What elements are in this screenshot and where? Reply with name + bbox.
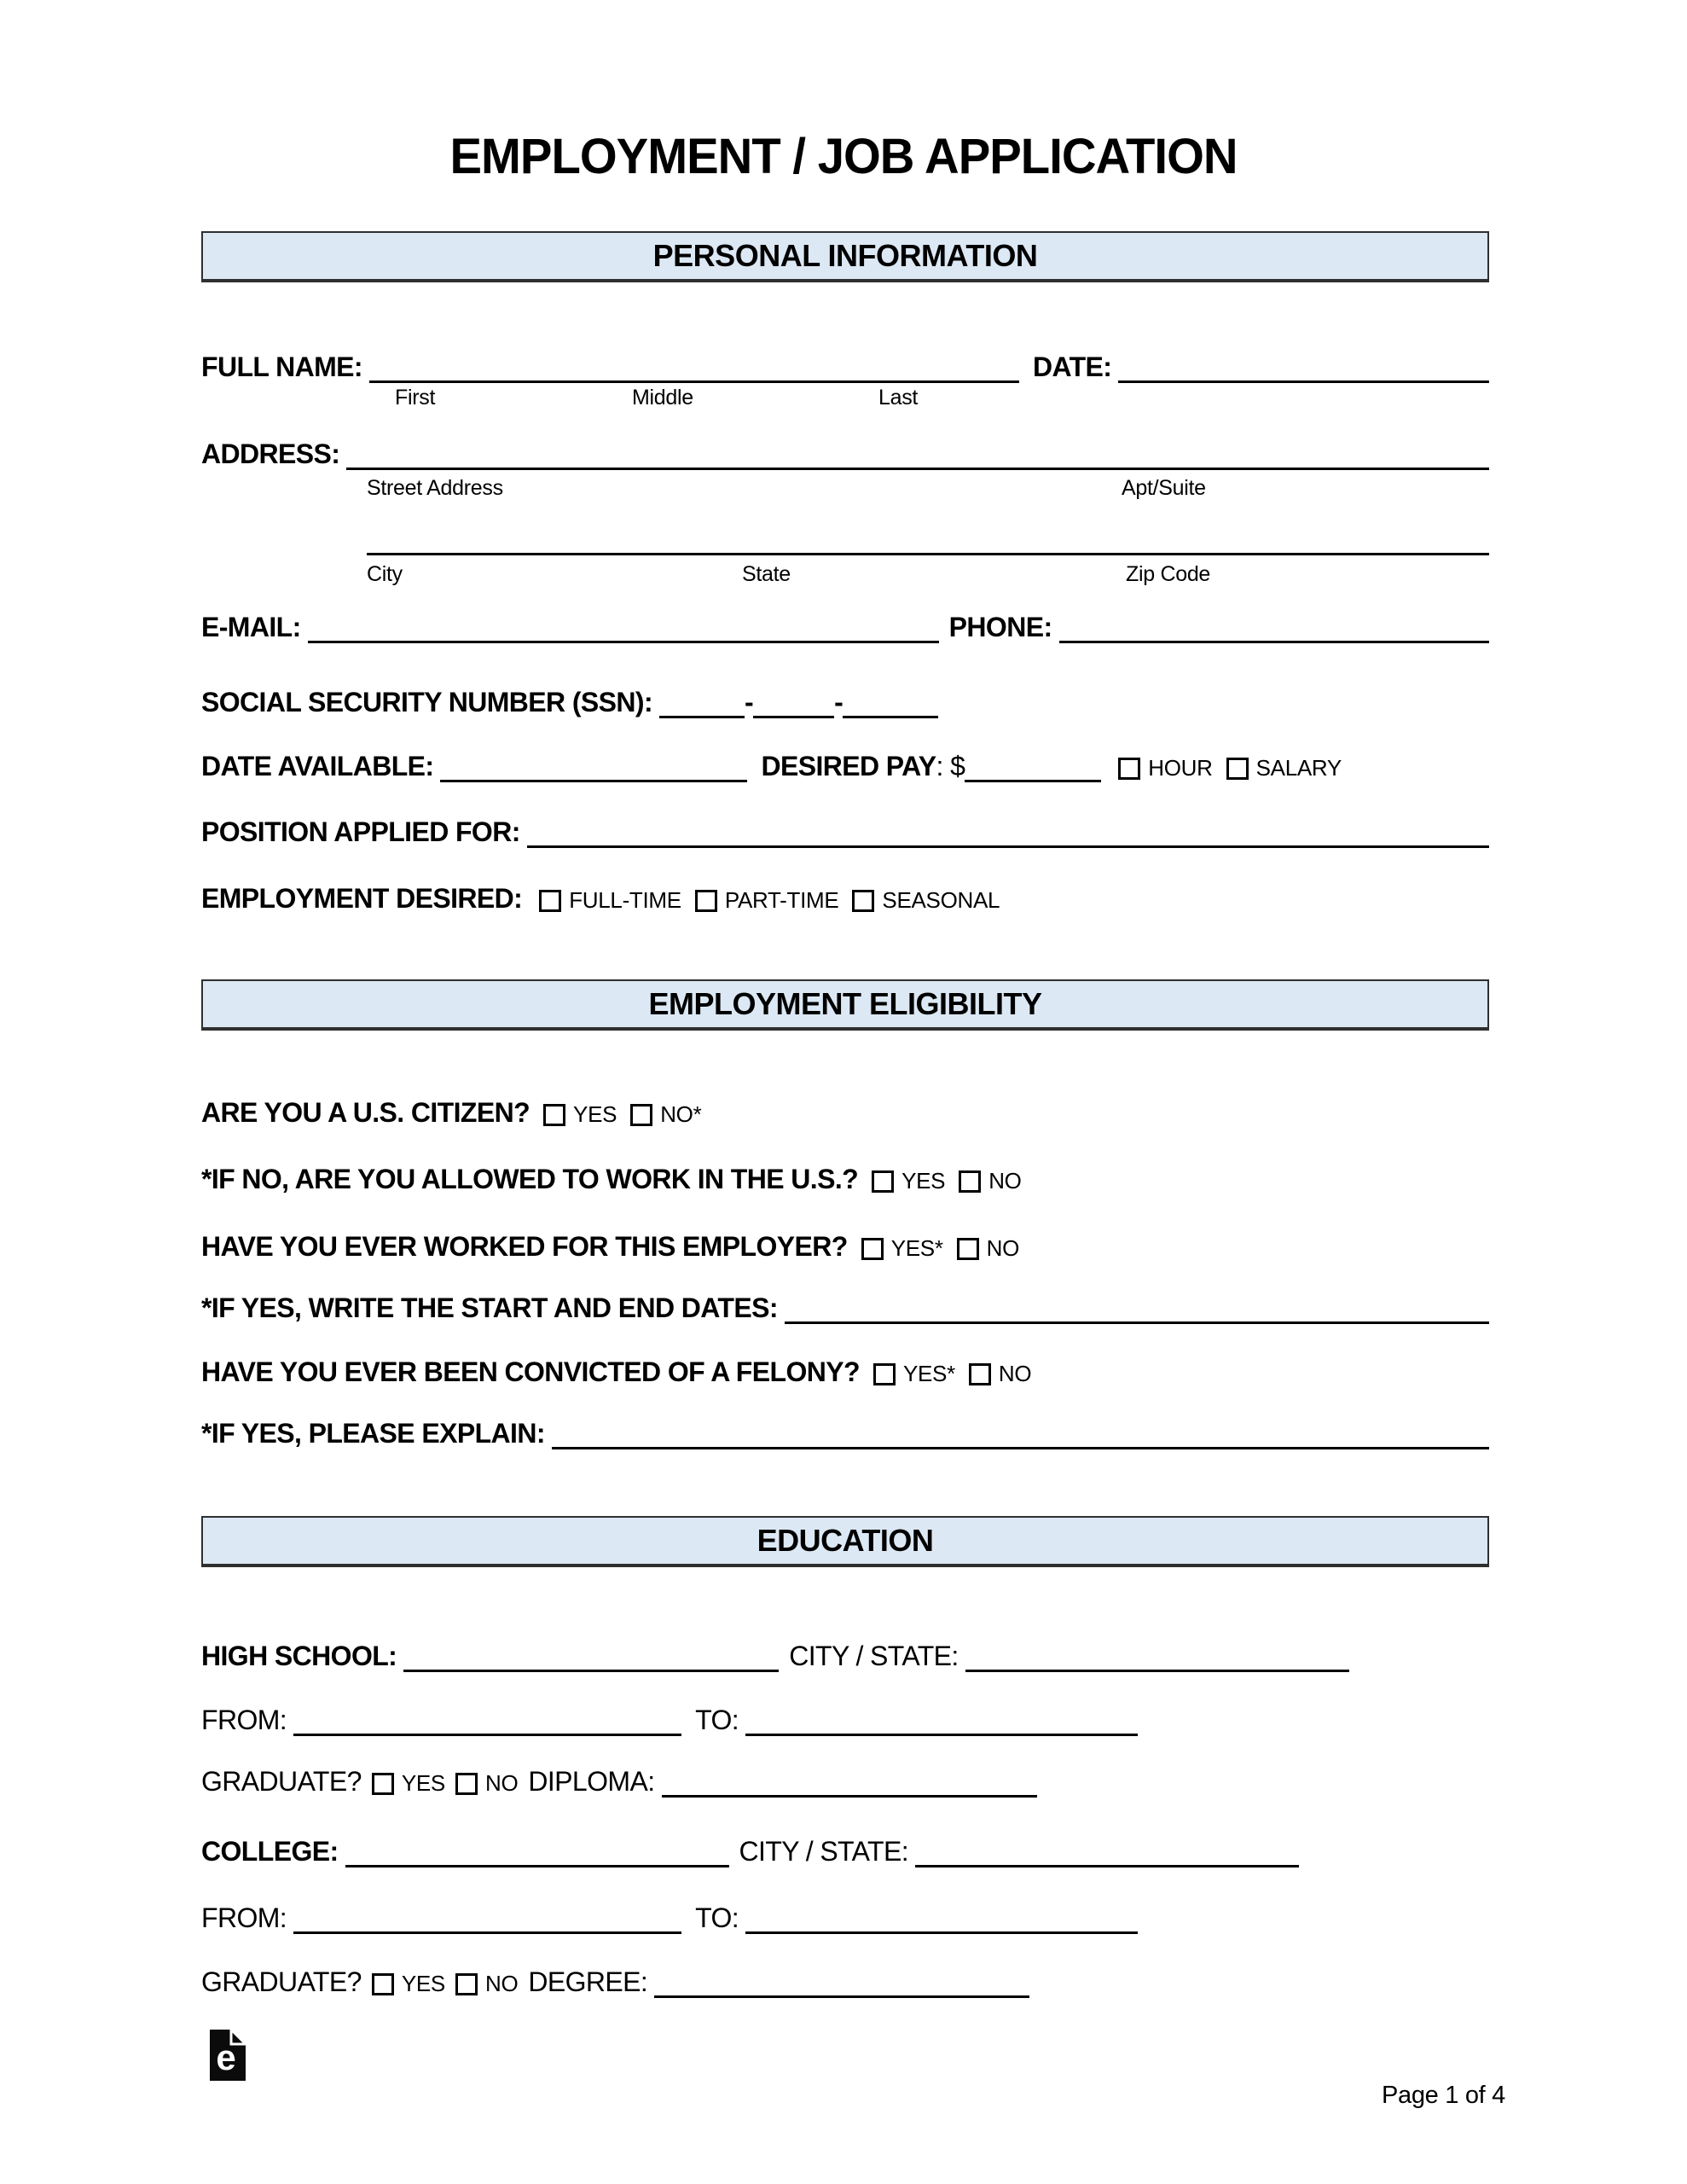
citizen-yes-checkbox[interactable] xyxy=(543,1104,565,1126)
hs-city-state-label: CITY / STATE: xyxy=(789,1641,959,1671)
degree-field[interactable] xyxy=(654,1969,1029,1998)
college-field[interactable] xyxy=(345,1838,729,1867)
felony-yes-label: YES* xyxy=(902,1361,955,1387)
allowed-no-label: NO xyxy=(988,1168,1022,1194)
citizen-yes-label: YES xyxy=(573,1101,617,1128)
col-graduate-label: GRADUATE? xyxy=(201,1966,362,1997)
street-address-sublabel: Street Address xyxy=(367,476,503,500)
col-from-field[interactable] xyxy=(293,1905,681,1934)
worked-yes-checkbox[interactable] xyxy=(861,1238,884,1260)
date-label: DATE: xyxy=(1032,351,1112,382)
allowed-yes-checkbox[interactable] xyxy=(872,1170,894,1193)
hs-graduate-yes-label: YES xyxy=(401,1770,445,1797)
date-field[interactable] xyxy=(1118,354,1489,383)
citizen-no-checkbox[interactable] xyxy=(630,1104,652,1126)
full-name-field[interactable] xyxy=(369,354,1019,383)
seasonal-label: SEASONAL xyxy=(882,887,1000,914)
street-address-field[interactable] xyxy=(346,441,1489,470)
last-sublabel: Last xyxy=(878,386,919,410)
allowed-no-checkbox[interactable] xyxy=(959,1170,981,1193)
phone-label: PHONE: xyxy=(948,612,1052,642)
address-row-2 xyxy=(201,526,1489,555)
worked-question-row xyxy=(201,1231,1489,1263)
seasonal-option xyxy=(852,888,1000,913)
explain-field[interactable] xyxy=(552,1420,1489,1449)
desired-pay-prefix: : $ xyxy=(936,751,965,781)
start-end-dates-row xyxy=(201,1292,1489,1324)
full-time-checkbox[interactable] xyxy=(539,890,561,912)
allowed-yes-option xyxy=(872,1169,945,1194)
worked-yes-label: YES* xyxy=(890,1235,943,1262)
hs-graduate-no-label: NO xyxy=(484,1770,519,1797)
salary-label: SALARY xyxy=(1255,755,1342,781)
pay-hour-option xyxy=(1118,756,1212,781)
pay-salary-option xyxy=(1226,756,1342,781)
citizen-yes-option xyxy=(543,1102,617,1127)
state-sublabel: State xyxy=(742,562,791,586)
city-sublabel: City xyxy=(367,562,403,586)
salary-checkbox[interactable] xyxy=(1226,758,1249,780)
felony-question-label: HAVE YOU EVER BEEN CONVICTED OF A FELONY? xyxy=(201,1356,860,1387)
felony-no-label: NO xyxy=(998,1361,1032,1387)
ssn-label: SOCIAL SECURITY NUMBER (SSN): xyxy=(201,687,653,717)
start-end-dates-label: *IF YES, WRITE THE START AND END DATES: xyxy=(201,1292,778,1323)
seasonal-checkbox[interactable] xyxy=(852,890,874,912)
ssn-field-3[interactable] xyxy=(843,689,938,718)
employment-desired-row xyxy=(201,883,1489,915)
middle-sublabel: Middle xyxy=(632,386,693,410)
date-available-pay-row xyxy=(201,751,1489,782)
felony-no-checkbox[interactable] xyxy=(969,1363,991,1385)
college-from-to-row xyxy=(201,1902,1489,1934)
ssn-field-1[interactable] xyxy=(659,689,745,718)
col-graduate-yes-option xyxy=(372,1972,445,1996)
high-school-row xyxy=(201,1641,1489,1672)
col-to-label: TO: xyxy=(695,1902,739,1933)
position-applied-field[interactable] xyxy=(527,819,1489,848)
hs-graduate-row xyxy=(201,1766,1489,1798)
section-header-label: EMPLOYMENT ELIGIBILITY xyxy=(648,986,1042,1021)
col-graduate-yes-checkbox[interactable] xyxy=(372,1973,394,1995)
city-state-zip-sublabels xyxy=(201,562,1489,588)
address-label: ADDRESS: xyxy=(201,439,340,469)
citizen-no-label: NO* xyxy=(660,1101,702,1128)
explain-row xyxy=(201,1418,1489,1449)
page-title: EMPLOYMENT / JOB APPLICATION xyxy=(449,129,1238,184)
part-time-label: PART-TIME xyxy=(724,887,839,914)
address-sublabels xyxy=(201,476,1489,502)
diploma-label: DIPLOMA: xyxy=(528,1766,655,1797)
start-end-dates-field[interactable] xyxy=(785,1295,1489,1324)
allowed-question-row xyxy=(201,1164,1489,1195)
date-available-field[interactable] xyxy=(440,753,747,782)
city-state-zip-field[interactable] xyxy=(367,526,1489,555)
hour-label: HOUR xyxy=(1148,755,1213,781)
diploma-field[interactable] xyxy=(662,1769,1037,1798)
citizen-question-row xyxy=(201,1097,1489,1129)
hs-graduate-label: GRADUATE? xyxy=(201,1766,362,1797)
hs-to-label: TO: xyxy=(695,1705,739,1735)
worked-no-label: NO xyxy=(986,1235,1020,1262)
zip-code-sublabel: Zip Code xyxy=(1126,562,1211,586)
hs-city-state-field[interactable] xyxy=(965,1643,1349,1672)
col-graduate-no-checkbox[interactable] xyxy=(455,1973,478,1995)
explain-label: *IF YES, PLEASE EXPLAIN: xyxy=(201,1418,545,1449)
college-row xyxy=(201,1836,1489,1867)
hs-graduate-yes-checkbox[interactable] xyxy=(372,1773,394,1795)
felony-yes-option xyxy=(873,1362,955,1386)
name-sublabels xyxy=(201,386,1489,411)
worked-no-checkbox[interactable] xyxy=(957,1238,979,1260)
email-label: E-MAIL: xyxy=(201,612,301,642)
hs-graduate-yes-option xyxy=(372,1771,445,1796)
email-phone-row xyxy=(201,612,1489,643)
allowed-yes-label: YES xyxy=(901,1168,946,1194)
position-applied-label: POSITION APPLIED FOR: xyxy=(201,816,520,847)
apt-suite-sublabel: Apt/Suite xyxy=(1122,476,1206,500)
worked-question-label: HAVE YOU EVER WORKED FOR THIS EMPLOYER? xyxy=(201,1231,848,1262)
high-school-field[interactable] xyxy=(403,1643,779,1672)
felony-question-row xyxy=(201,1356,1489,1388)
hour-checkbox[interactable] xyxy=(1118,758,1140,780)
felony-yes-checkbox[interactable] xyxy=(873,1363,896,1385)
ssn-separator-1: - xyxy=(745,687,754,717)
ssn-row xyxy=(201,687,1489,718)
first-sublabel: First xyxy=(395,386,436,410)
high-school-label: HIGH SCHOOL: xyxy=(201,1641,397,1671)
hs-from-label: FROM: xyxy=(201,1705,287,1735)
email-field[interactable] xyxy=(308,614,939,643)
col-to-field[interactable] xyxy=(745,1905,1138,1934)
college-graduate-row xyxy=(201,1966,1489,1998)
col-graduate-no-option xyxy=(455,1972,518,1996)
col-graduate-no-label: NO xyxy=(484,1971,519,1997)
page-number: Page 1 of 4 xyxy=(1381,2082,1505,2109)
worked-yes-option xyxy=(861,1236,943,1261)
section-header-education xyxy=(201,1516,1489,1567)
full-time-label: FULL-TIME xyxy=(569,887,681,914)
hs-graduate-no-checkbox[interactable] xyxy=(455,1773,478,1795)
col-from-label: FROM: xyxy=(201,1902,287,1933)
desired-pay-field[interactable] xyxy=(965,753,1101,782)
allowed-no-option xyxy=(959,1169,1021,1194)
full-name-date-row xyxy=(201,351,1489,383)
eforms-logo-icon xyxy=(209,2029,246,2086)
hs-from-field[interactable] xyxy=(293,1707,681,1736)
degree-label: DEGREE: xyxy=(528,1966,648,1997)
section-header-employment-eligibility xyxy=(201,979,1489,1031)
address-row xyxy=(201,439,1489,470)
ssn-separator-2: - xyxy=(834,687,844,717)
felony-no-option xyxy=(969,1362,1031,1386)
section-header-label: EDUCATION xyxy=(757,1523,934,1558)
col-graduate-yes-label: YES xyxy=(401,1971,445,1997)
citizen-question-label: ARE YOU A U.S. CITIZEN? xyxy=(201,1097,530,1128)
section-header-label: PERSONAL INFORMATION xyxy=(652,238,1038,273)
worked-no-option xyxy=(957,1236,1019,1261)
allowed-question-label: *IF NO, ARE YOU ALLOWED TO WORK IN THE U.S.? xyxy=(201,1164,859,1194)
full-time-option xyxy=(539,888,681,913)
part-time-checkbox[interactable] xyxy=(695,890,717,912)
logo-letter: e xyxy=(216,2037,236,2077)
phone-field[interactable] xyxy=(1059,614,1489,643)
ssn-field-2[interactable] xyxy=(753,689,834,718)
desired-pay-label: DESIRED PAY xyxy=(761,751,936,781)
date-available-label: DATE AVAILABLE: xyxy=(201,751,434,781)
hs-to-field[interactable] xyxy=(745,1707,1138,1736)
section-header-personal-information xyxy=(201,231,1489,282)
col-city-state-field[interactable] xyxy=(915,1838,1299,1867)
hs-from-to-row xyxy=(201,1705,1489,1736)
citizen-no-option xyxy=(630,1102,701,1127)
col-city-state-label: CITY / STATE: xyxy=(739,1836,908,1867)
full-name-label: FULL NAME: xyxy=(201,351,362,382)
employment-desired-label: EMPLOYMENT DESIRED: xyxy=(201,883,523,914)
college-label: COLLEGE: xyxy=(201,1836,339,1867)
position-row xyxy=(201,816,1489,848)
part-time-option xyxy=(695,888,839,913)
hs-graduate-no-option xyxy=(455,1771,518,1796)
